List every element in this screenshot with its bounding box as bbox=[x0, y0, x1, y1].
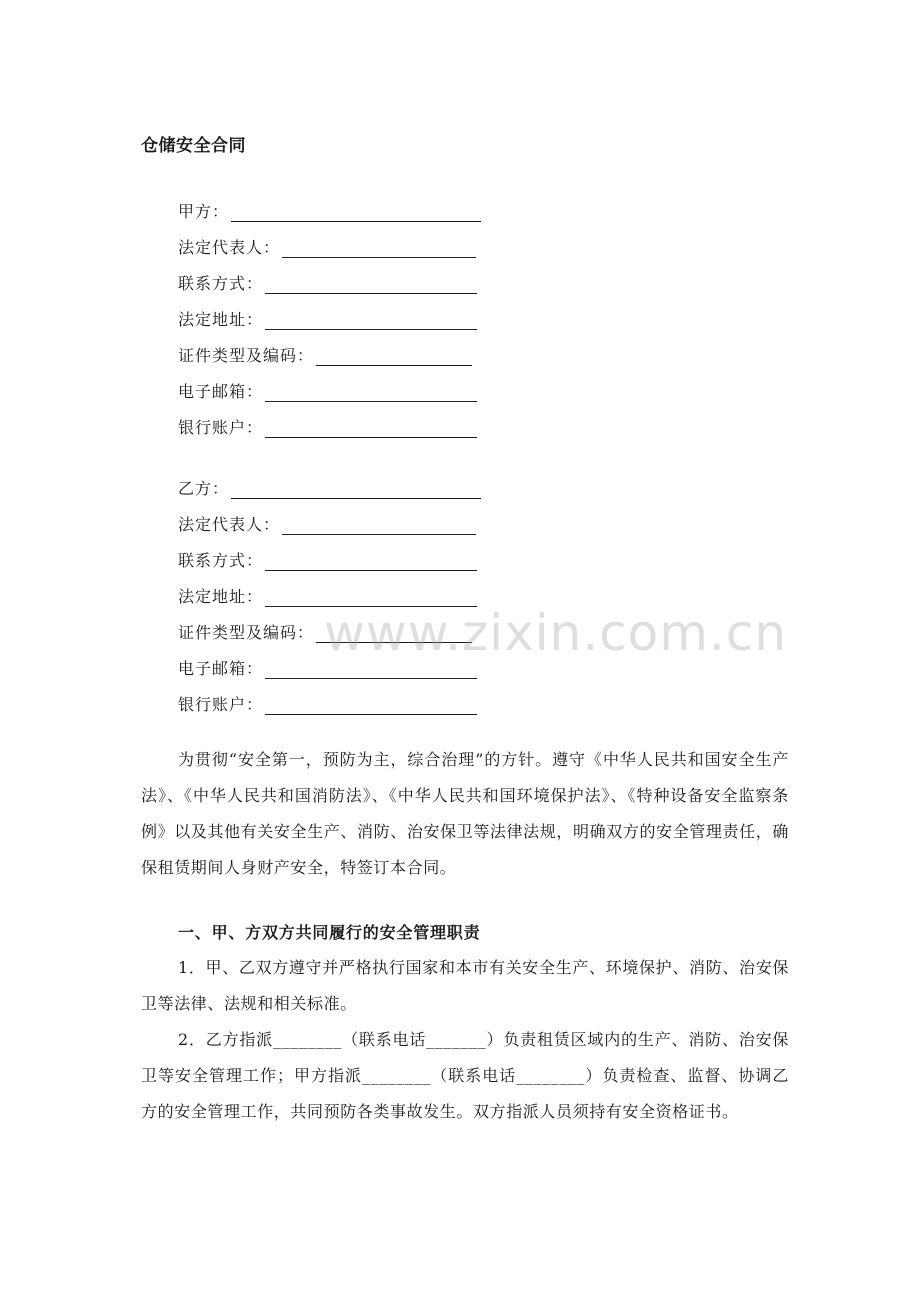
party-a-bank-label: 银行账户： bbox=[178, 418, 264, 437]
party-b-bank-blank[interactable] bbox=[265, 696, 477, 715]
party-a-field bbox=[178, 198, 481, 222]
party-a-address-field bbox=[178, 306, 477, 330]
party-a-legal-rep-label: 法定代表人： bbox=[178, 238, 281, 257]
party-a-contact-field bbox=[178, 270, 477, 294]
party-a-contact-label: 联系方式： bbox=[178, 274, 264, 293]
party-b-blank[interactable] bbox=[231, 480, 481, 499]
party-b-label: 乙方： bbox=[178, 479, 230, 498]
party-b-bank-field bbox=[178, 691, 477, 715]
party-a-label: 甲方： bbox=[178, 202, 230, 221]
party-b-legal-rep-label: 法定代表人： bbox=[178, 515, 281, 534]
party-b-field bbox=[178, 475, 481, 499]
party-a-address-blank[interactable] bbox=[265, 311, 477, 330]
party-a-bank-field bbox=[178, 414, 477, 438]
party-b-contact-field bbox=[178, 547, 477, 571]
party-a-email-label: 电子邮箱： bbox=[178, 382, 264, 401]
party-b-email-label: 电子邮箱： bbox=[178, 659, 264, 678]
clause-2-paragraph: 2．乙方指派________（联系电话_______）负责租赁区域内的生产、消防、治安保卫等安全管理工作；甲方指派________（联系电话________）负责检查、监督、协调乙方的安全管理工作，共同预防各类事故发生。双方指派人员须持有安全资格证书。 bbox=[141, 1030, 789, 1121]
party-a-blank[interactable] bbox=[231, 203, 481, 222]
party-a-legal-rep-field bbox=[178, 234, 476, 258]
party-a-contact-blank[interactable] bbox=[265, 275, 477, 294]
party-b-contact-blank[interactable] bbox=[265, 552, 477, 571]
party-b-address-label: 法定地址： bbox=[178, 587, 264, 606]
intro-paragraph: 为贯彻“安全第一，预防为主，综合治理”的方针。遵守《中华人民共和国安全生产法》、《中华人民共和国消防法》、《中华人民共和国环境保护法》、《特种设备安全监察条例》以及其他有关安全生产、消防、治安保卫等法律法规，明确双方的安全管理责任，确保租赁期间人身财产安全，特签订本合同。 bbox=[141, 750, 789, 877]
party-b-legal-rep-blank[interactable] bbox=[282, 516, 476, 535]
party-a-id-label: 证件类型及编码： bbox=[178, 346, 315, 365]
clause-1-paragraph: 1．甲、乙双方遵守并严格执行国家和本市有关安全生产、环境保护、消防、治安保卫等法律、法规和相关标准。 bbox=[141, 958, 789, 1013]
party-a-legal-rep-blank[interactable] bbox=[282, 239, 476, 258]
document-title: 仓储安全合同 bbox=[141, 136, 246, 156]
party-a-email-blank[interactable] bbox=[265, 383, 477, 402]
party-b-legal-rep-field bbox=[178, 511, 476, 535]
party-a-bank-blank[interactable] bbox=[265, 419, 477, 438]
party-a-email-field bbox=[178, 378, 477, 402]
party-b-id-label: 证件类型及编码： bbox=[178, 623, 315, 642]
party-a-id-blank[interactable] bbox=[316, 347, 472, 366]
party-a-address-label: 法定地址： bbox=[178, 310, 264, 329]
party-b-bank-label: 银行账户： bbox=[178, 695, 264, 714]
section-1-heading: 一、甲、方双方共同履行的安全管理职责 bbox=[178, 923, 481, 942]
watermark-text: www.zixin.com.cn bbox=[324, 604, 788, 662]
party-b-contact-label: 联系方式： bbox=[178, 551, 264, 570]
party-b-email-blank[interactable] bbox=[265, 660, 477, 679]
party-a-id-field bbox=[178, 342, 472, 366]
